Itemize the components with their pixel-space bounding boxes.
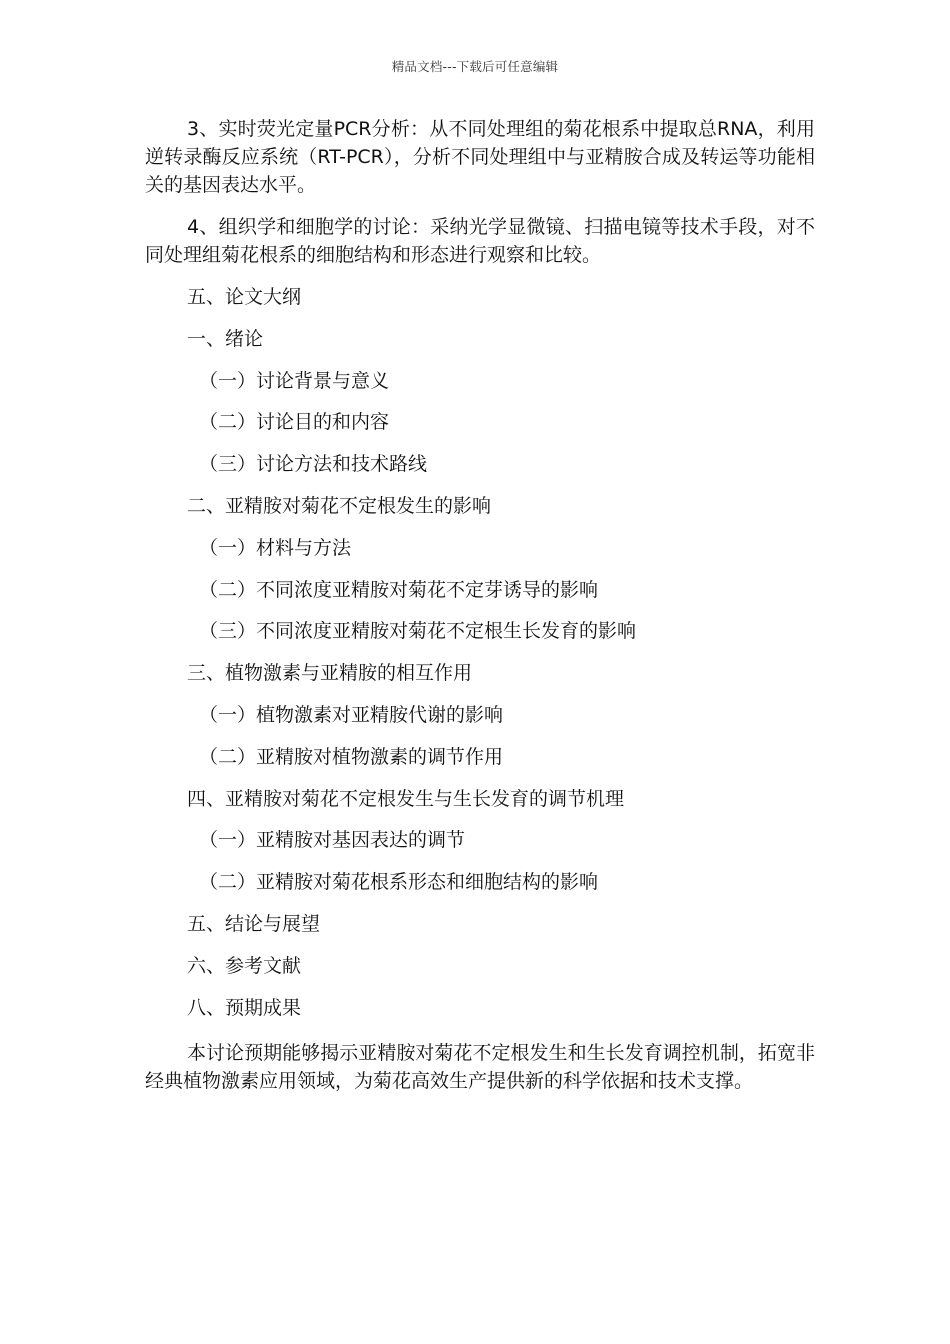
- outline-title: 五、论文大纲: [187, 286, 302, 308]
- page-header: 精品文档---下载后可任意编辑: [391, 59, 559, 74]
- paragraph-expected-results: 本讨论预期能够揭示亚精胺对菊花不定根发生和生长发育调控机制，拓宽非经典植物激素应用领域，为菊花高效生产提供新的科学依据和技术支撑。: [145, 1042, 815, 1093]
- outline-item: （一）材料与方法: [199, 536, 352, 559]
- outline-item: （一）讨论背景与意义: [199, 369, 390, 392]
- document-body: [145, 115, 815, 1109]
- outline-item: 四、亚精胺对菊花不定根发生与生长发育的调节机理: [187, 787, 625, 810]
- outline-item: （二）亚精胺对菊花根系形态和细胞结构的影响: [199, 871, 599, 894]
- outline-item: （二）亚精胺对植物激素的调节作用: [199, 745, 504, 768]
- outline-item: 二、亚精胺对菊花不定根发生的影响: [187, 494, 492, 517]
- outline-item: 六、参考文献: [187, 954, 302, 977]
- outline-item: （二）讨论目的和内容: [199, 411, 390, 434]
- outline-item: （二）不同浓度亚精胺对菊花不定芽诱导的影响: [199, 578, 599, 601]
- outline-item: 一、绪论: [187, 327, 264, 350]
- outline-item: 五、结论与展望: [187, 912, 321, 935]
- outline-item: （三）不同浓度亚精胺对菊花不定根生长发育的影响: [199, 620, 637, 643]
- outline-item: （一）植物激素对亚精胺代谢的影响: [199, 703, 504, 726]
- outline-item: （三）讨论方法和技术路线: [199, 453, 428, 476]
- paragraph-histology: 4、组织学和细胞学的讨论：采纳光学显微镜、扫描电镜等技术手段，对不同处理组菊花根系的细胞结构和形态进行观察和比较。: [145, 216, 815, 266]
- paragraph-pcr-analysis: 3、实时荧光定量PCR分析：从不同处理组的菊花根系中提取总RNA，利用逆转录酶反应系统（RT-PCR），分析不同处理组中与亚精胺合成及转运等功能相关的基因表达水平。: [145, 118, 815, 196]
- outline-section: [145, 283, 815, 994]
- outline-item: （一）亚精胺对基因表达的调节: [199, 829, 466, 852]
- outline-item: 三、植物激素与亚精胺的相互作用: [187, 662, 473, 685]
- results-title: 八、预期成果: [187, 996, 302, 1019]
